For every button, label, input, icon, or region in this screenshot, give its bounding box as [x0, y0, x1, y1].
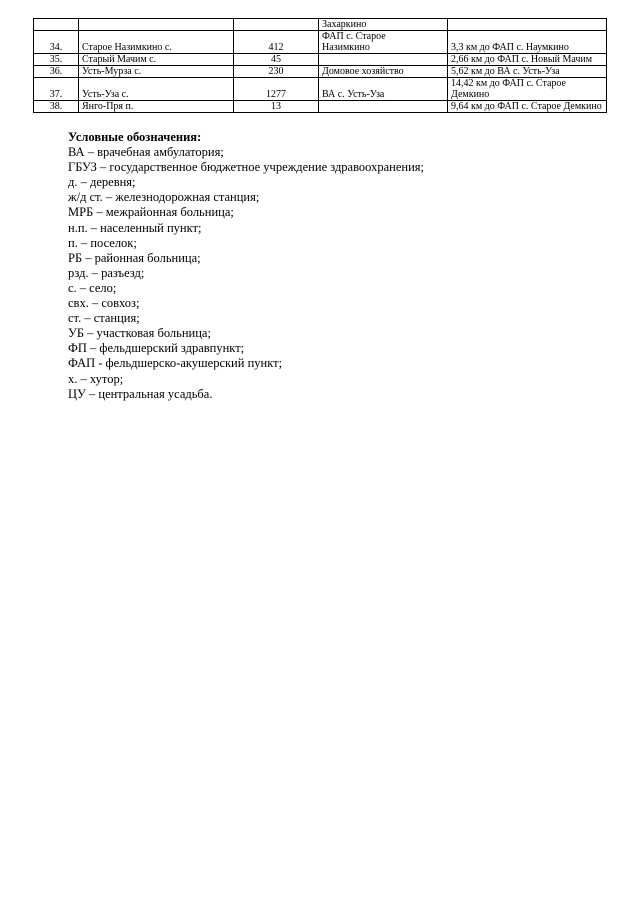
cell-distance: 14,42 км до ФАП с. Старое Демкино [448, 78, 607, 101]
cell-num: 35. [34, 54, 79, 66]
table-row [34, 54, 607, 66]
legend-item: свх. – совхоз; [68, 296, 140, 311]
legend-item: ФП – фельдшерский здравпункт; [68, 341, 245, 356]
cell-num [34, 19, 79, 31]
table-row [34, 101, 607, 113]
table-row [34, 66, 607, 78]
legend-item: с. – село; [68, 280, 117, 295]
cell-population: 45 [234, 54, 319, 66]
legend-title: Условные обозначения: [68, 130, 202, 144]
legend-item: РБ – районная больница; [68, 250, 201, 265]
cell-facility-line-2: Назимкино [322, 42, 370, 53]
cell-facility-line-1: ФАП с. Старое [322, 31, 386, 42]
cell-facility [319, 31, 448, 54]
table-row [34, 31, 607, 54]
settlements-table [33, 18, 607, 113]
cell-num: 37. [34, 78, 79, 101]
legend-item: ФАП - фельдшерско-акушерский пункт; [68, 356, 283, 371]
cell-distance: 2,66 км до ФАП с. Новый Мачим [448, 54, 607, 66]
legend-item: д. – деревня; [68, 175, 136, 190]
cell-distance [448, 19, 607, 31]
legend-item: н.п. – населенный пункт; [68, 220, 202, 235]
cell-num: 34. [34, 31, 79, 54]
legend-item: п. – поселок; [68, 235, 137, 250]
cell-population: 1277 [234, 78, 319, 101]
cell-population: 412 [234, 31, 319, 54]
cell-facility: ВА с. Усть-Уза [319, 78, 448, 101]
cell-facility: Захаркино [319, 19, 448, 31]
cell-facility: Домовое хозяйство [319, 66, 448, 78]
cell-distance: 3,3 км до ФАП с. Наумкино [448, 31, 607, 54]
cell-population [234, 19, 319, 31]
cell-facility [319, 101, 448, 113]
cell-num: 38. [34, 101, 79, 113]
cell-name: Старое Назимкино с. [79, 31, 234, 54]
legend-item: рзд. – разъезд; [68, 265, 145, 280]
cell-distance: 5,62 км до ВА с. Усть-Уза [448, 66, 607, 78]
cell-name: Усть-Уза с. [79, 78, 234, 101]
legend-item: ст. – станция; [68, 311, 140, 326]
cell-distance: 9,64 км до ФАП с. Старое Демкино [448, 101, 607, 113]
legend-item: УБ – участковая больница; [68, 326, 211, 341]
legend-item: ж/д ст. – железнодорожная станция; [68, 190, 260, 205]
cell-name [79, 19, 234, 31]
legend-item: х. – хутор; [68, 371, 124, 386]
legend-item: ВА – врачебная амбулатория; [68, 145, 224, 160]
table-row-continuation [34, 19, 607, 31]
legend-item: ГБУЗ – государственное бюджетное учреждение здравоохранения; [68, 160, 424, 175]
cell-facility [319, 54, 448, 66]
legend-item: МРБ – межрайонная больница; [68, 205, 234, 220]
legend-item: ЦУ – центральная усадьба. [68, 386, 213, 401]
cell-name: Усть-Мурза с. [79, 66, 234, 78]
cell-population: 13 [234, 101, 319, 113]
cell-population: 230 [234, 66, 319, 78]
cell-name: Старый Мачим с. [79, 54, 234, 66]
legend-block [68, 130, 424, 402]
cell-name: Янго-Пря п. [79, 101, 234, 113]
cell-num: 36. [34, 66, 79, 78]
table-row [34, 78, 607, 101]
